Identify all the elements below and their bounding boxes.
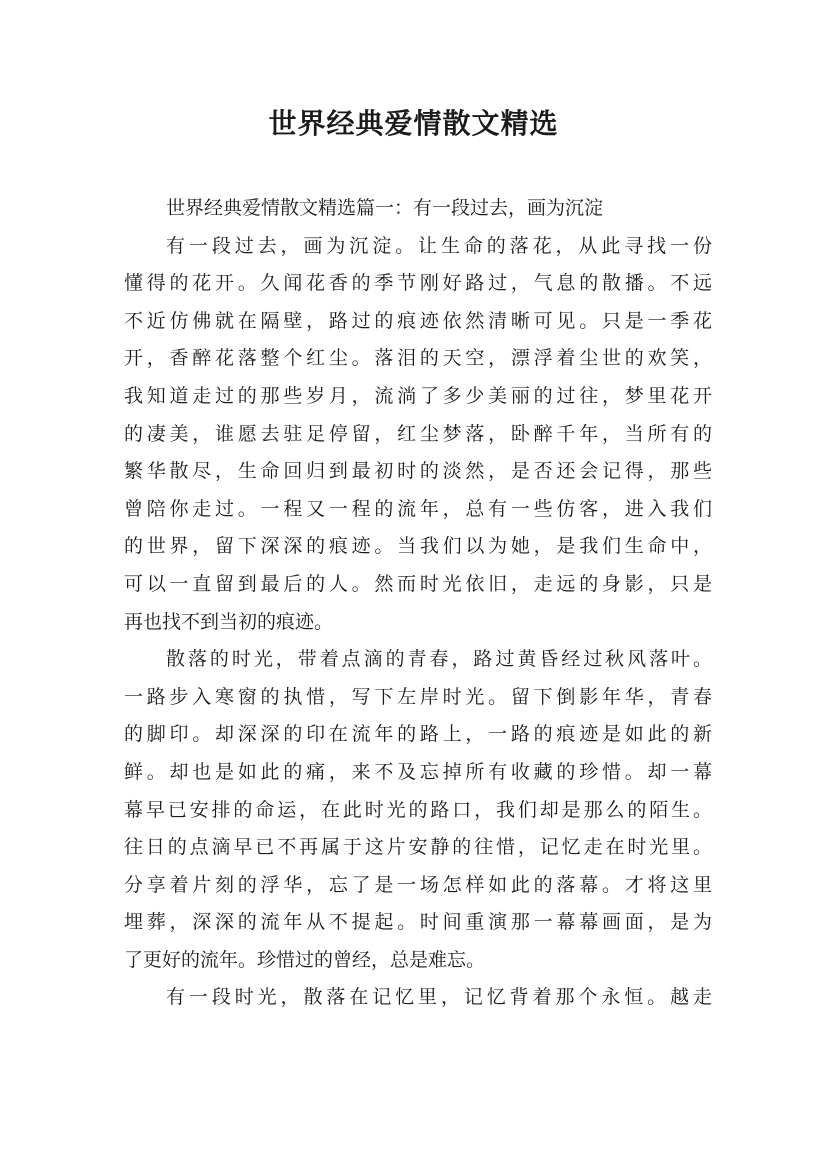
text-line: 散落的时光，带着点滴的青春，路过黄昏经过秋风落叶。: [166, 648, 712, 671]
text-line: 不近仿佛就在隔壁，路过的痕迹依然清晰可见。只是一季花: [124, 309, 712, 332]
text-line: 往日的点滴早已不再属于这片安静的往惜，记忆走在时光里。: [124, 836, 712, 859]
text-line: 有一段过去，画为沉淀。让生命的落花，从此寻找一份: [166, 234, 712, 257]
text-line: 了更好的流年。珍惜过的曾经，总是难忘。: [124, 948, 486, 971]
document-title: 世界经典爱情散文精选: [268, 107, 559, 140]
text-line: 我知道走过的那些岁月，流淌了多少美丽的过往，梦里花开: [124, 384, 712, 407]
section-heading: 世界经典爱情散文精选篇一：有一段过去，画为沉淀: [166, 197, 604, 219]
paragraph-3: [124, 979, 712, 1017]
text-line: 繁华散尽，生命回归到最初时的淡然，是否还会记得，那些: [124, 460, 712, 483]
text-line: 的世界，留下深深的痕迹。当我们以为她，是我们生命中，: [124, 535, 712, 558]
text-line: 的脚印。却深深的印在流年的路上，一路的痕迹是如此的新: [124, 723, 712, 746]
text-line: 幕早已安排的命运，在此时光的路口，我们却是那么的陌生。: [124, 798, 712, 821]
text-line: 可以一直留到最后的人。然而时光依旧，走远的身影，只是: [124, 572, 712, 595]
paragraph-1: [124, 228, 712, 642]
text-line: 有一段时光，散落在记忆里，记忆背着那个永恒。越走: [166, 986, 712, 1009]
text-line: 再也找不到当初的痕迹。: [124, 610, 334, 633]
text-line: 开，香醉花落整个红尘。落泪的天空，漂浮着尘世的欢笑，: [124, 347, 712, 370]
text-line: 埋葬，深深的流年从不提起。时间重演那一幕幕画面，是为: [124, 911, 712, 934]
paragraph-2: [124, 641, 712, 979]
text-line: 分享着片刻的浮华，忘了是一场怎样如此的落幕。才将这里: [124, 873, 712, 896]
text-line: 曾陪你走过。一程又一程的流年，总有一些仿客，进入我们: [124, 497, 712, 520]
text-line: 一路步入寒窗的执惜，写下左岸时光。留下倒影年华，青春: [124, 685, 712, 708]
text-line: 鲜。却也是如此的痛，来不及忘掉所有收藏的珍惜。却一幕: [124, 760, 712, 783]
text-line: 的凄美，谁愿去驻足停留，红尘梦落，卧醉千年，当所有的: [124, 422, 712, 445]
document-body: [124, 190, 712, 1017]
text-line: 懂得的花开。久闻花香的季节刚好路过，气息的散播。不远: [124, 272, 712, 295]
